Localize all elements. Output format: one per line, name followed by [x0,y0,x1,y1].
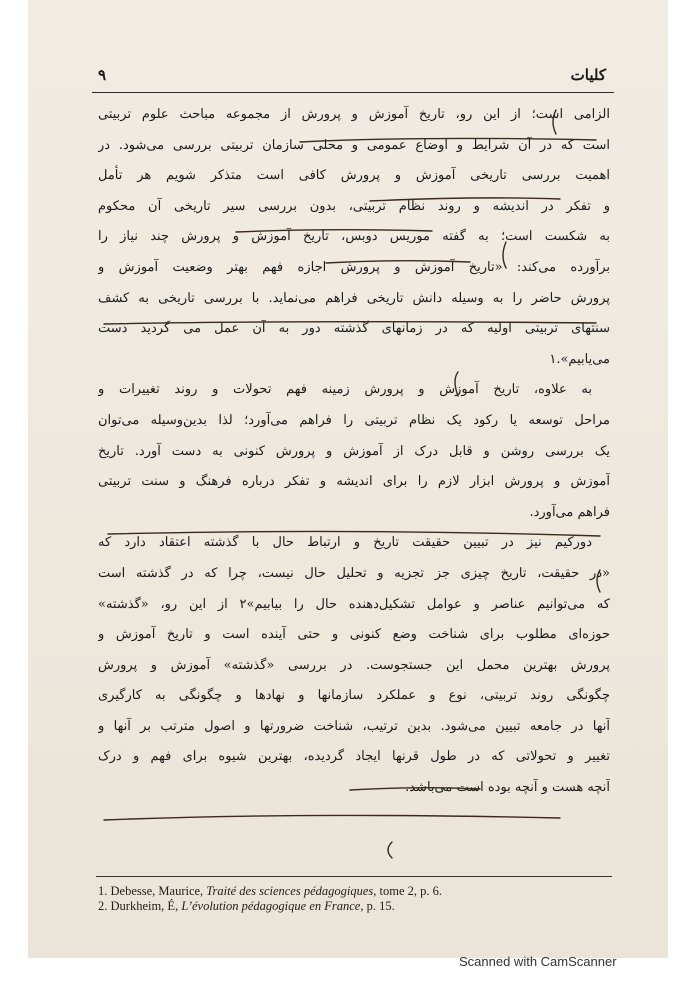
paragraph-1 [98,100,610,375]
text-line: می‌یابیم».۱ [549,351,610,367]
text-line: برآورده می‌کند: «تاریخ آموزش و پرورش اجازه فهم بهتر وضعیت آموزش و [98,259,610,275]
paragraph-3 [98,528,610,803]
text-line: یک بررسی روشن و قابل درک از آموزش و پرورش کنونی به دست آورد. تاریخ [98,443,610,459]
text-line: است که در آن شرایط و اوضاع عمومی و محلی سازمان تربیتی بررسی می‌شود. در [98,137,610,153]
body-text [98,100,610,804]
footnote-1: 1. Debesse, Maurice, Traité des sciences pédagogiques, tome 2, p. 6. [98,884,443,898]
paragraph-2 [98,375,610,528]
footnote-rule [96,876,612,877]
text-line: به شکست است؛ به گفته موریس دوبس، تاریخ آموزش و پرورش چند نیاز را [98,229,610,245]
header-rule [92,92,614,93]
footnote-2: 2. Durkheim, É, L’évolution pédagogique en France, p. 15. [98,899,395,913]
running-header [92,62,612,92]
text-line: مراحل توسعه یا رکود یک نظام تربیتی را فراهم می‌آورد؛ لذا بدین‌وسیله می‌توان [98,412,610,428]
text-line: دورکیم نیز در تبیین حقیقت تاریخ و ارتباط حال با گذشته اعتقاد دارد که [98,535,592,551]
text-line: به علاوه، تاریخ آموزش و پرورش زمینه فهم تحولات و روند تغییرات و [98,382,592,398]
footnotes [98,884,618,914]
page-number: ۹ [98,66,107,84]
text-line: الزامی است؛ از این رو، تاریخ آموزش و پرورش از مجموعه مباحث علوم تربیتی [98,107,610,122]
text-line: که می‌توانیم عناصر و عوامل تشکیل‌دهنده حال را بیابیم»۲ از این رو، «گذشته» [98,596,610,612]
text-line: سنتهای تربیتی اولیه که در زمانهای گذشته دور به آن عمل می گردید دست [98,321,610,337]
text-line: آنچه هست و آنچه بوده است می‌باشد. [405,780,610,796]
text-line: «در حقیقت، تاریخ چیزی جز تجزیه و تحلیل حال نیست، چرا که در گذشته است [98,565,610,581]
chapter-title: کلیات [570,66,606,84]
text-line: فراهم می‌آورد. [529,504,610,520]
text-line: چگونگی روند تربیتی، نوع و عملکرد سازمانها و نهادها و چگونگی به کارگیری [98,688,610,704]
text-line: پرورش حاضر را به وسیله دانش تاریخی فراهم می‌نماید. با بررسی تاریخی به کشف [98,290,610,306]
text-line: آنها در جامعه تبیین می‌شود. بدین ترتیب، شناخت ضرورتها و اصول مترتب بر آنها و [98,718,610,734]
text-line: پرورش بهترین محمل این جستجوست. در بررسی «گذشته» آموزش و پرورش [98,657,610,673]
text-line: تغییر و تحولاتی که در طول قرنها ایجاد گردیده، بهترین شیوه برای فهم و درک [98,749,610,765]
text-line: آموزش و پرورش ابزار لازم را برای اندیشه و تفکر درباره فرهنگ و سنت تربیتی [98,474,610,490]
text-line: و تفکر در اندیشه و روند نظام تربیتی، بدون بررسی سیر تاریخی آن محکوم [98,198,610,214]
text-line: اهمیت بررسی تاریخی آموزش و پرورش کافی است متذکر شویم هر تأمل [98,168,610,184]
text-line: حوزه‌ای مطلوب برای شناخت وضع کنونی و حتی آینده است و تاریخ آموزش و [98,627,610,643]
scanner-watermark: Scanned with CamScanner [459,954,617,969]
